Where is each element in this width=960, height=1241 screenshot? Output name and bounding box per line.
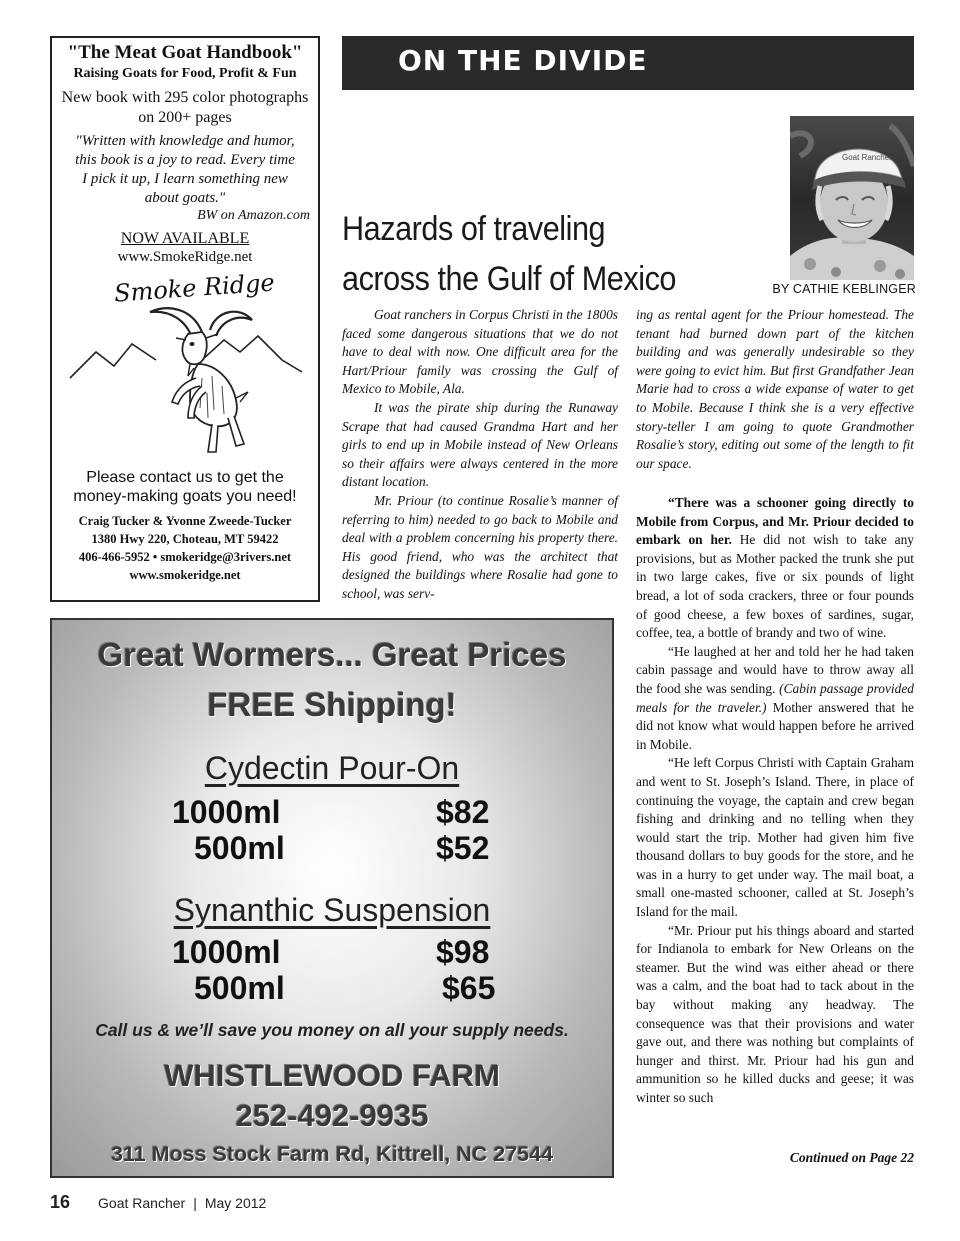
issue-date: May 2012 [204, 1195, 267, 1211]
contact-phone-email[interactable]: 406-466-5952 • smokeridge@3rivers.net [78, 550, 292, 564]
publication-name: Goat Rancher [98, 1195, 186, 1211]
book-review-quote: "Written with knowledge and humor, this book is a joy to read. Every time I pick it up, I learn something new about goats." [75, 133, 295, 206]
paragraph: “He left Corpus Christi with Captain Graham and went to St. Joseph’s Island. There, in place of continuing the voyage, the captain and crew began fishing and drinking and no telling when they would start the trip. Mother had given him five thousand dollars to buy goods for the store, and he was in a hurry to get under way. The mail boat, a small one-masted schooner, called at St. Joseph’s Island for the mail. [636, 755, 914, 920]
quote-attribution: BW on Amazon.com [197, 208, 310, 223]
price-size: 500ml [194, 970, 285, 1006]
farm-address: 311 Moss Stock Farm Rd, Kittrell, NC 27544 [110, 1142, 554, 1166]
price-size: 500ml [194, 830, 285, 866]
section-header [342, 36, 914, 90]
paragraph: It was the pirate ship during the Runaway Scrape that had caused Grandma Hart and her girls to end up in Mobile instead of New Orleans so their affairs were always centered in the more distant location. [342, 399, 618, 490]
contact-names: Craig Tucker & Yvonne Zweede-Tucker [78, 514, 292, 528]
price-size: 1000ml [172, 934, 281, 970]
contact-site[interactable]: www.smokeridge.net [129, 568, 241, 582]
paragraph: Mr. Priour (to continue Rosalie’s manner of referring to him) needed to go back to Mobile and deal with a problem concerning his property there. His good friend, who was the architect that designed the buildings where Rosalie had gone to school, was serv- [342, 492, 618, 601]
smoke-ridge-logo [52, 268, 318, 464]
story-lead: “There was a schooner going directly to Mobile from Corpus, and Mr. Priour decided to embark on her. [636, 495, 914, 548]
price-value: $82 [436, 794, 490, 830]
price-value: $65 [442, 970, 496, 1006]
paragraph: “He laughed at her and told her he had taken cabin passage and would have to throw away all the food she was sending. (Cabin passage provided meals for the traveler.) Mother answered that he did not know what would happen before he arrived in Mobile. [636, 643, 915, 752]
website-link[interactable]: www.SmokeRidge.net [117, 249, 253, 265]
contact-details [52, 512, 318, 584]
page-number: 16 [50, 1192, 71, 1212]
footer-separator: | [193, 1195, 197, 1211]
ad-free-shipping: FREE Shipping! [207, 686, 457, 723]
smoke-ridge-ad [50, 36, 320, 602]
price-size: 1000ml [172, 794, 281, 830]
article-column-2-intro [636, 306, 914, 473]
cap-text: Goat Rancher [842, 153, 892, 162]
price-value: $52 [436, 830, 490, 866]
article-headline: Hazards of traveling across the Gulf of Mexico [342, 210, 676, 298]
ad-call-to-action: Call us & we’ll save you money on all your supply needs. [95, 1020, 569, 1040]
paragraph: “Mr. Priour put his things aboard and started for Indianola to embark for New Orleans on the steamer. But the wind was either ahead or there was a calm, and the boat had to tack about in the bay without making any headway. The consequence was that their provisions and water gave out, and there was nothing but complaints of hunger and thirst. Mr. Priour had his gun and ammunition so he killed ducks and geese; it was winter so such [636, 922, 914, 1105]
price-value: $98 [436, 934, 490, 970]
page-footer [50, 1192, 266, 1213]
ad-headline: Great Wormers... Great Prices [97, 636, 567, 673]
article-column-2-story [636, 494, 914, 1108]
section-title: ON THE DIVIDE [398, 44, 648, 77]
author-portrait [790, 116, 914, 280]
paragraph: Goat ranchers in Corpus Christi in the 1800s faced some dangerous situations that we do not have to deal with now. One difficult area for the Hart/Priour family was crossing the Gulf of Mexico to Mobile, Ala. [342, 307, 618, 397]
logo-text: Smoke Ridge [113, 268, 276, 308]
whistlewood-farm-ad [50, 618, 614, 1178]
paragraph: ing as rental agent for the Priour homestead. The tenant had burned down part of the kitchen building and was generally undesirable so they were going to evict him. But first Grandfather Jean Marie had to cross a wide expanse of water to get to Mobile. Because I think she is a very effective story-teller I am going to quote Grandmother Rosalie’s story, editing out some of the length to fit our space. [636, 307, 914, 471]
product-synanthic: Synanthic Suspension [173, 892, 491, 928]
byline: BY CATHIE KEBLINGER [772, 282, 916, 296]
goat-mountain-illustration [52, 268, 318, 464]
farm-phone[interactable]: 252-492-9935 [235, 1098, 429, 1133]
contact-address: 1380 Hwy 220, Choteau, MT 59422 [91, 532, 279, 546]
paragraph: “There was a schooner going directly to Mobile from Corpus, and Mr. Priour decided to embark on her. He did not wish to take any provisions, but as Mother packed the trunk she put in two large cakes, five or six pounds of light bread, a lot of soda crackers, three or four pounds of good cheese, a few boxes of sardines, sugar, coffee, tea, a bottle of brandy and two of wine. [636, 495, 915, 641]
now-available: NOW AVAILABLE [120, 230, 250, 247]
book-subtitle: Raising Goats for Food, Profit & Fun [73, 66, 297, 81]
article-column-1 [342, 306, 618, 604]
author-photo [790, 116, 914, 280]
contact-tagline: Please contact us to get the money-making goats you need! [73, 469, 297, 505]
farm-name: WHISTLEWOOD FARM [164, 1058, 500, 1093]
continued-note[interactable]: Continued on Page 22 [789, 1150, 914, 1165]
book-title: "The Meat Goat Handbook" [67, 42, 303, 63]
product-cydectin: Cydectin Pour-On [204, 750, 460, 786]
book-description: New book with 295 color photographs on 200+ pages [61, 89, 309, 126]
